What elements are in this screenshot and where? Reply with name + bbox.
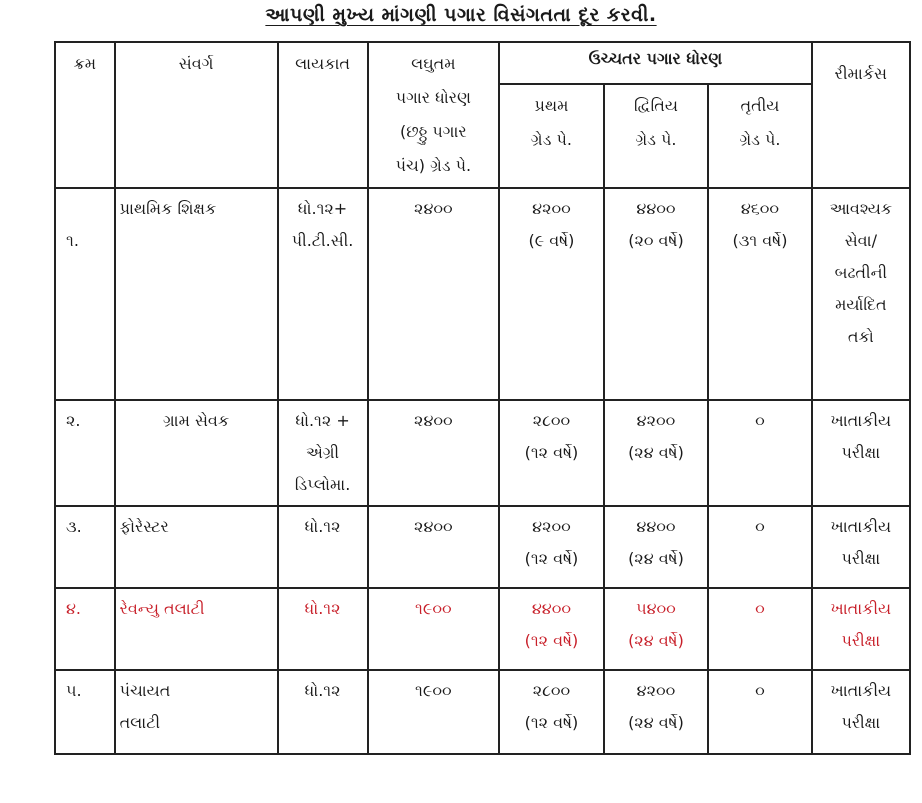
cell-first-grade: ૪૨૦૦ (૧૨ વર્ષે): [499, 506, 604, 588]
cell-qualification: ધો.૧૨ + એગ્રી ડિપ્લોમા.: [278, 400, 368, 506]
cell-remarks: ખાતાકીય પરીક્ષા: [812, 400, 910, 506]
table-row: [55, 400, 910, 506]
cell-cadre: રેવન્યુ તલાટી: [115, 588, 278, 670]
table-row: [55, 506, 910, 588]
cell-third-grade: ૦: [708, 506, 811, 588]
cell-third-grade: ૦: [708, 400, 811, 506]
header-cadre: સંવર્ગ: [115, 42, 278, 188]
table-row: [55, 188, 910, 400]
header-min-pay: લઘુતમ પગાર ધોરણ (છઠ્ઠુ પગાર પંચ) ગ્રેડ પે.: [368, 42, 500, 188]
header-qualification: લાયકાત: [278, 42, 368, 188]
cell-remarks: આવશ્યક સેવા/ બઢતીની મર્યાદિત તકો: [812, 188, 910, 400]
header-row: [55, 42, 910, 84]
cell-cadre: ગ્રામ સેવક: [115, 400, 278, 506]
cell-qualification: ધો.૧૨: [278, 506, 368, 588]
cell-min-pay: ૧૯૦૦: [368, 670, 500, 754]
cell-second-grade: ૪૪૦૦ (૨૪ વર્ષે): [604, 506, 709, 588]
cell-first-grade: ૪૪૦૦ (૧૨ વર્ષે): [499, 588, 604, 670]
header-second-grade: દ્વિતિય ગ્રેડ પે.: [604, 84, 709, 188]
page-title: આપણી મુખ્ય માંગણી પગાર વિસંગતતા દૂર કરવી.: [265, 4, 657, 26]
cell-third-grade: ૦: [708, 588, 811, 670]
header-third-grade: તૃતીય ગ્રેડ પે.: [708, 84, 811, 188]
cell-min-pay: ૨૪૦૦: [368, 506, 500, 588]
cell-cadre: પંચાયત તલાટી: [115, 670, 278, 754]
cell-min-pay: ૨૪૦૦: [368, 400, 500, 506]
cell-min-pay: ૧૯૦૦: [368, 588, 500, 670]
cell-cadre: પ્રાથમિક શિક્ષક: [115, 188, 278, 400]
cell-cadre: ફોરેસ્ટર: [115, 506, 278, 588]
cell-second-grade: ૫૪૦૦ (૨૪ વર્ષે): [604, 588, 709, 670]
cell-third-grade: ૦: [708, 670, 811, 754]
header-serial: ક્રમ: [55, 42, 115, 188]
cell-qualification: ધો.૧૨: [278, 670, 368, 754]
cell-min-pay: ૨૪૦૦: [368, 188, 500, 400]
cell-second-grade: ૪૨૦૦ (૨૪ વર્ષે): [604, 400, 709, 506]
cell-qualification: ધો.૧૨+ પી.ટી.સી.: [278, 188, 368, 400]
cell-serial: ૪.: [55, 588, 115, 670]
cell-first-grade: ૨૮૦૦ (૧૨ વર્ષે): [499, 400, 604, 506]
header-first-grade: પ્રથમ ગ્રેડ પે.: [499, 84, 604, 188]
cell-second-grade: ૪૪૦૦ (૨૦ વર્ષે): [604, 188, 709, 400]
cell-serial: ૨.: [55, 400, 115, 506]
cell-first-grade: ૨૮૦૦ (૧૨ વર્ષે): [499, 670, 604, 754]
table-row: [55, 670, 910, 754]
cell-second-grade: ૪૨૦૦ (૨૪ વર્ષે): [604, 670, 709, 754]
salary-table: [54, 41, 911, 755]
header-higher-pay: ઉચ્ચતર પગાર ધોરણ: [499, 42, 812, 84]
cell-remarks: ખાતાકીય પરીક્ષા: [812, 506, 910, 588]
cell-serial: ૫.: [55, 670, 115, 754]
table-row-highlighted: [55, 588, 910, 670]
cell-third-grade: ૪૬૦૦ (૩૧ વર્ષે): [708, 188, 811, 400]
cell-serial: ૧.: [55, 188, 115, 400]
cell-remarks: ખાતાકીય પરીક્ષા: [812, 588, 910, 670]
header-remarks: રીમાર્કસ: [812, 42, 910, 188]
cell-first-grade: ૪૨૦૦ (૯ વર્ષે): [499, 188, 604, 400]
cell-serial: ૩.: [55, 506, 115, 588]
cell-qualification: ધો.૧૨: [278, 588, 368, 670]
cell-remarks: ખાતાકીય પરીક્ષા: [812, 670, 910, 754]
